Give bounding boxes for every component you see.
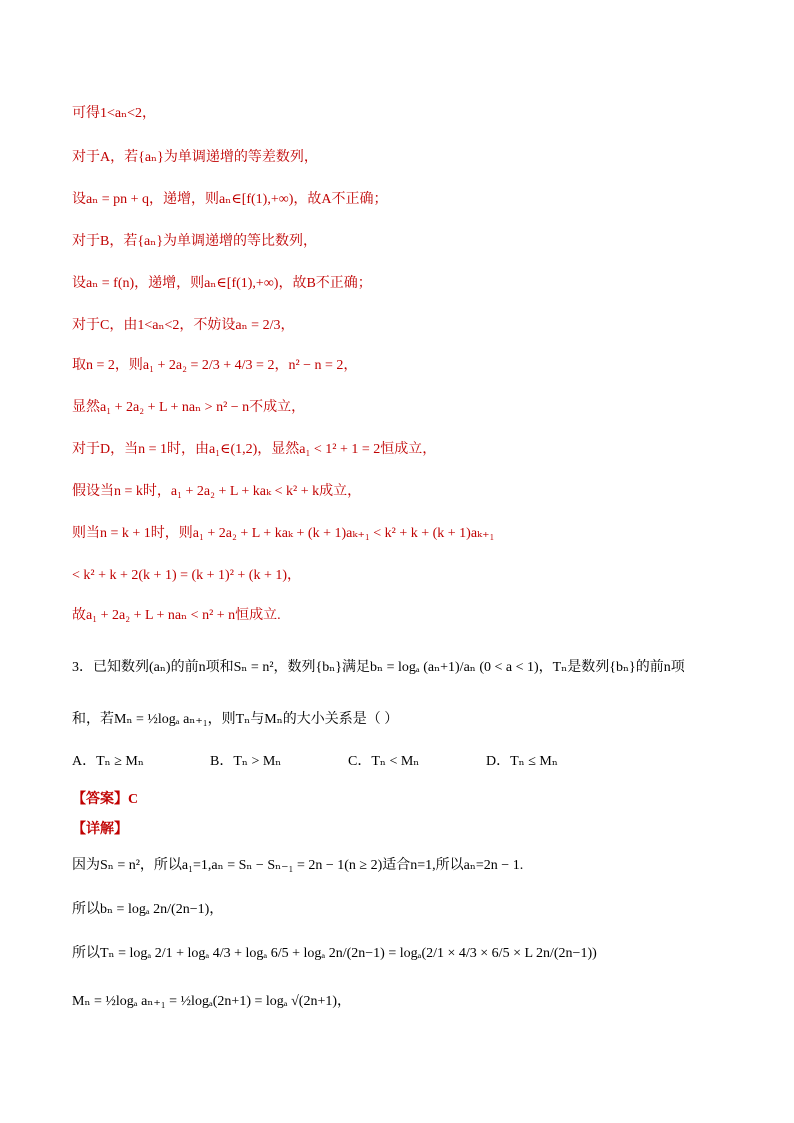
line-12: < k² + k + 2(k + 1) = (k + 1)² + (k + 1)， [72, 568, 302, 583]
line-11: 则当n = k + 1时，则a₁ + 2a₂ + L + kaₖ + (k + 1)aₖ₊₁ < k² + k + (k + 1)aₖ₊₁ [72, 526, 495, 541]
solution-line-4: Mₙ = ½logₐ aₙ₊₁ = ½logₐ(2n+1) = logₐ √(2n+1)， [72, 994, 352, 1009]
line-1: 可得1<aₙ<2， [72, 106, 157, 121]
line-5: 设aₙ = f(n)，递增，则aₙ∈[f(1),+∞)，故B不正确； [72, 276, 372, 291]
line-2: 对于A，若{aₙ}为单调递增的等差数列， [72, 150, 318, 165]
solution-line-3: 所以Tₙ = logₐ 2/1 + logₐ 4/3 + logₐ 6/5 + logₐ 2n/(2n−1) = logₐ(2/1 × 4/3 × 6/5 × L 2n/(2n−1)) [72, 946, 597, 961]
question-text-1: 3．已知数列(aₙ)的前n项和Sₙ = n²，数列{bₙ}满足bₙ = logₐ (aₙ+1)/aₙ (0 < a < 1)，Tₙ是数列{bₙ}的前n项 [72, 660, 685, 675]
line-10: 假设当n = k时，a₁ + 2a₂ + L + kaₖ < k² + k成立， [72, 484, 362, 499]
question-text-2: 和，若Mₙ = ½logₐ aₙ₊₁，则Tₙ与Mₙ的大小关系是（ ） [72, 712, 399, 727]
line-7: 取n = 2，则a₁ + 2a₂ = 2/3 + 4/3 = 2，n² − n = 2， [72, 358, 358, 373]
detail-label: 【详解】 [72, 822, 128, 837]
option-a: A．Tₙ ≥ Mₙ [72, 754, 144, 769]
option-b: B．Tₙ > Mₙ [210, 754, 282, 769]
line-6: 对于C，由1<aₙ<2，不妨设aₙ = 2/3， [72, 318, 295, 333]
line-13: 故a₁ + 2a₂ + L + naₙ < n² + n恒成立. [72, 608, 281, 623]
option-c: C．Tₙ < Mₙ [348, 754, 420, 769]
line-9: 对于D，当n = 1时，由a₁∈(1,2)，显然a₁ < 1² + 1 = 2恒成立， [72, 442, 437, 457]
line-3: 设aₙ = pn + q，递增，则aₙ∈[f(1),+∞)，故A不正确； [72, 192, 388, 207]
solution-line-2: 所以bₙ = logₐ 2n/(2n−1)， [72, 902, 224, 917]
answer-label: 【答案】C [72, 792, 139, 807]
line-8: 显然a₁ + 2a₂ + L + naₙ > n² − n不成立， [72, 400, 306, 415]
solution-line-1: 因为Sₙ = n²，所以a₁=1,aₙ = Sₙ − Sₙ₋₁ = 2n − 1(n ≥ 2)适合n=1,所以aₙ=2n − 1. [72, 858, 524, 873]
line-4: 对于B，若{aₙ}为单调递增的等比数列， [72, 234, 318, 249]
option-d: D．Tₙ ≤ Mₙ [486, 754, 558, 769]
